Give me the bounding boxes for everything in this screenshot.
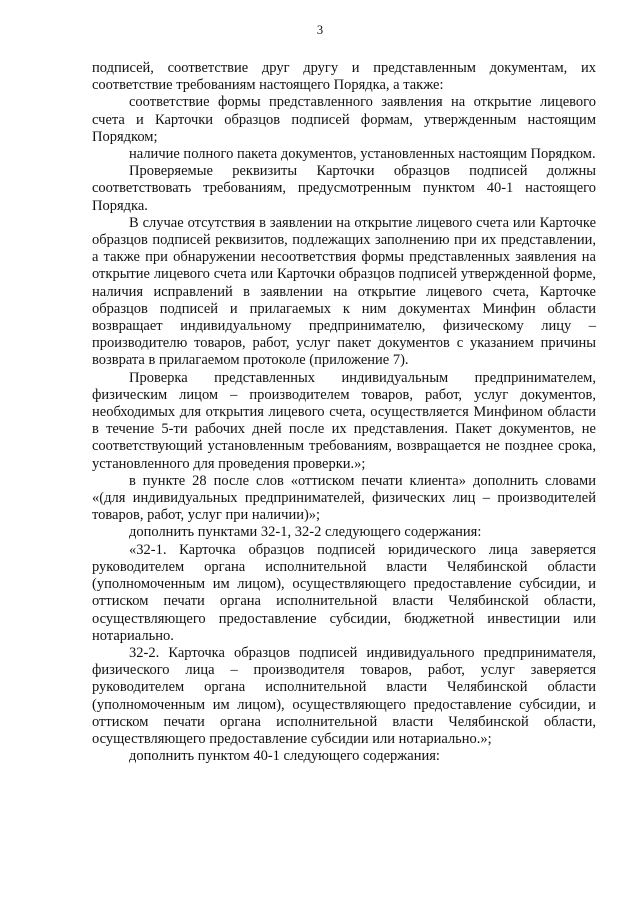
paragraph: дополнить пунктами 32-1, 32-2 следующего содержания: [129,524,482,541]
paragraph: «32-1. Карточка образцов подписей юридического лица заверяется руководителем органа исполнительной власти Челябинской области (уполномоченным им лицом), осуществляющего предоставление субсидии, и оттиском печати органа исполнительной власти Челябинской области, осуществляющего предоставление субсидии, бюджетной инвестиции или нотариально. [92,541,596,644]
paragraph: 32-2. Карточка образцов подписей индивидуального предпринимателя, физического лица – производителя товаров, работ, услуг заверяется руководителем органа исполнительной власти Челябинской области (уполномоченным им лицом), осуществляющего предоставление субсидии, и оттиском печати органа исполнительной власти Челябинской области, осуществляющего предоставление субсидии или нотариально.»; [92,644,596,747]
paragraph: в пункте 28 после слов «оттиском печати клиента» дополнить словами «(для индивидуальных предпринимателей, физических лиц – производителей товаров, работ, услуг при наличии)»; [92,472,596,524]
paragraph: дополнить пунктом 40-1 следующего содержания: [129,748,440,765]
page-number: 3 [316,23,324,37]
paragraph: наличие полного пакета документов, установленных настоящим Порядком. [129,146,596,163]
paragraph: Проверка представленных индивидуальным предпринимателем, физическим лицом – производителем товаров, работ, услуг документов, необходимых для открытия лицевого счета, осуществляется Минфином области в течение 5-ти рабочих дней после их представления. Пакет документов, не соответствующий установленным требованиям, возвращается не позднее срока, установленного для проведения проверки.»; [92,369,596,472]
paragraph: подписей, соответствие друг другу и представленным документам, их соответствие требованиям настоящего Порядка, а также: [92,60,596,94]
paragraph: В случае отсутствия в заявлении на открытие лицевого счета или Карточке образцов подписей реквизитов, подлежащих заполнению при их представлении, а также при обнаружении несоответствия формы представленных заявления на открытие лицевого счета или Карточки образцов подписей утвержденной форме, наличия исправлений в заявлении на открытие лицевого счета, Карточке образцов подписей и прилагаемых к ним документах Минфин области возвращает индивидуальному предпринимателю, физическому лицу – производителю товаров, работ, услуг пакет документов с указанием причины возврата в прилагаемом протоколе (приложение 7). [92,214,596,369]
document-body [92,60,596,765]
paragraph: соответствие формы представленного заявления на открытие лицевого счета и Карточки образцов подписей формам, утвержденным настоящим Порядком; [92,94,596,145]
paragraph: Проверяемые реквизиты Карточки образцов подписей должны соответствовать требованиям, предусмотренным пунктом 40-1 настоящего Порядка. [92,163,596,214]
